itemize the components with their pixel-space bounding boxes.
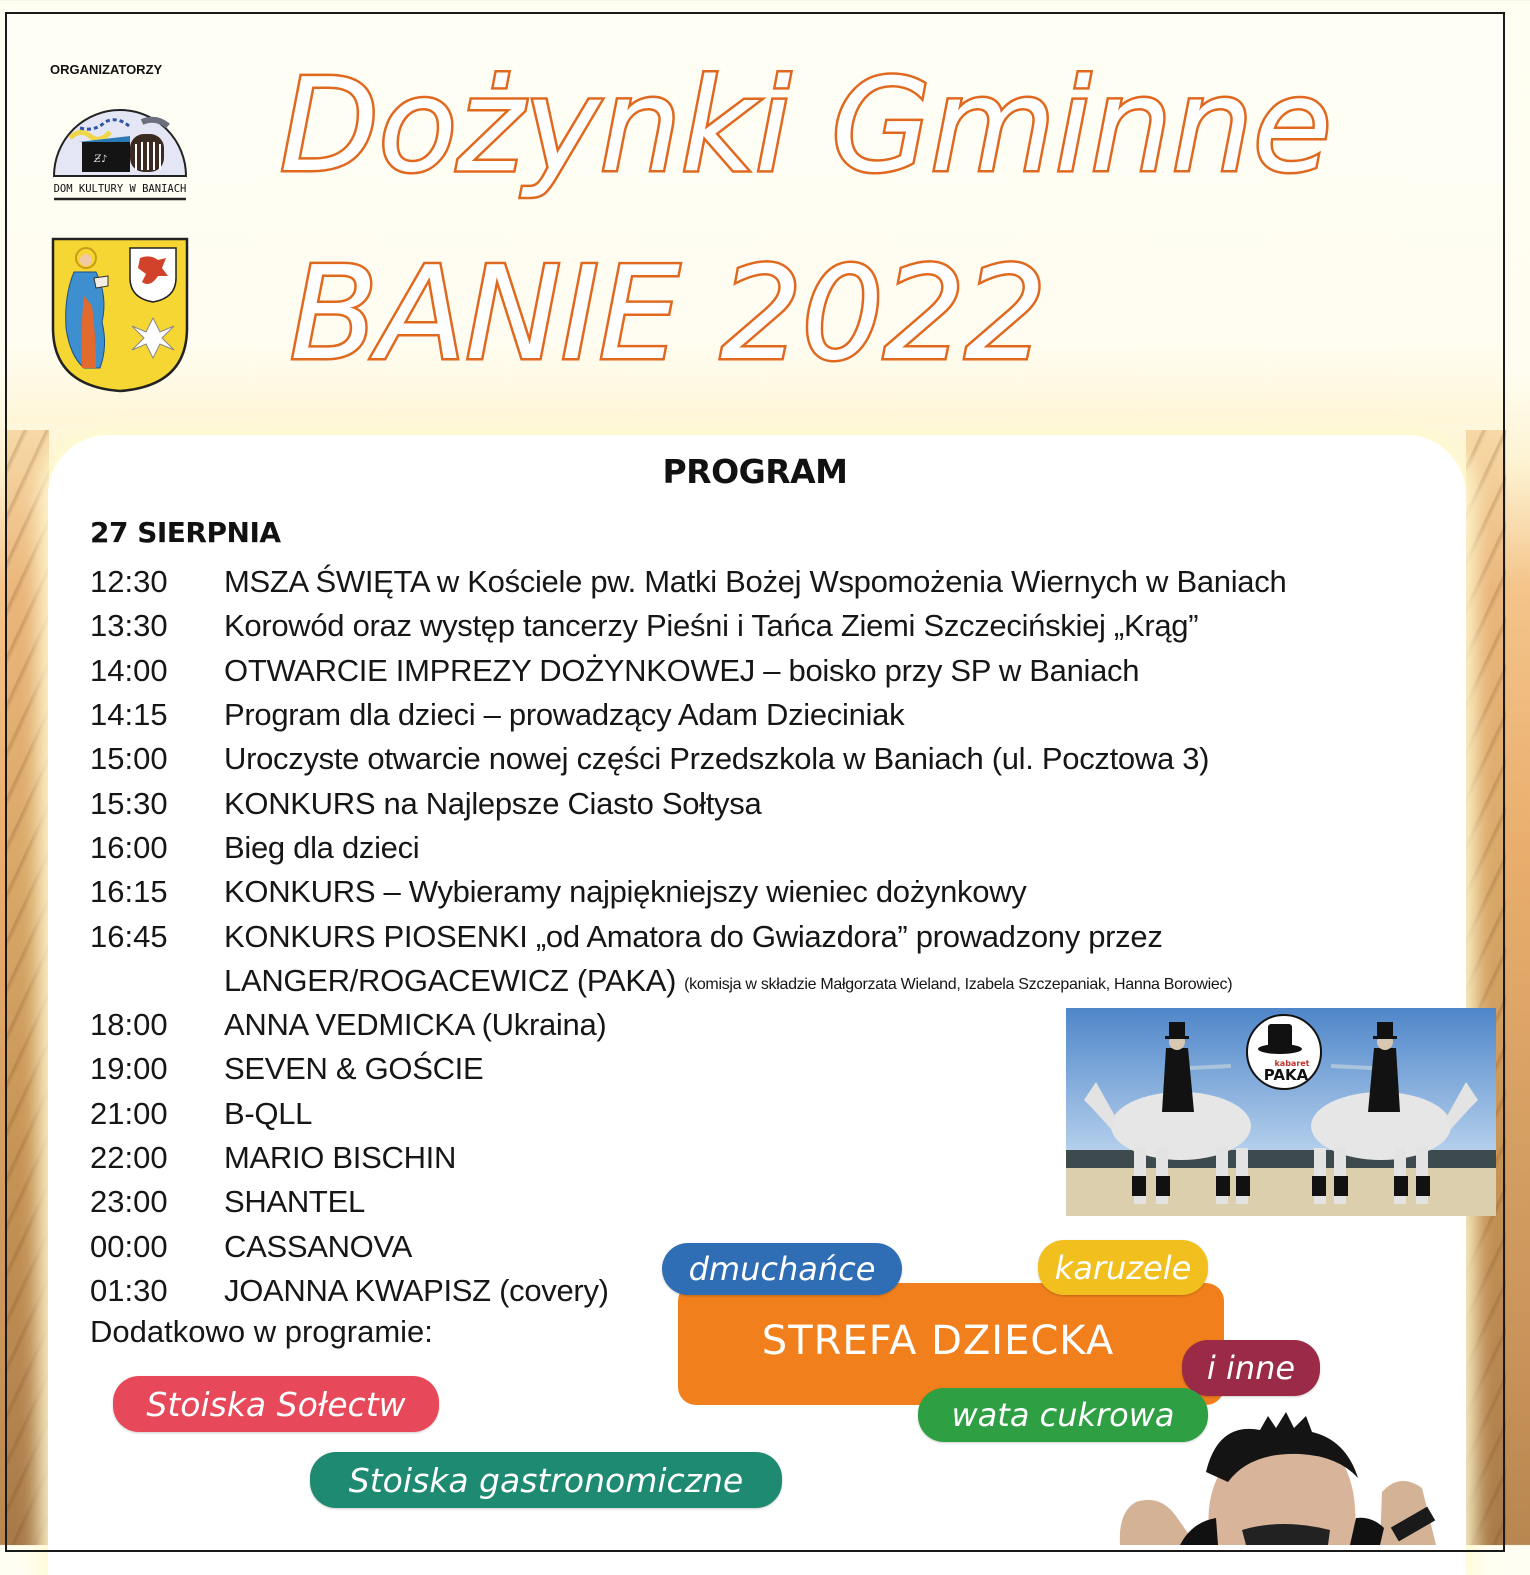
tag-i-inne: i inne bbox=[1182, 1340, 1320, 1396]
schedule-desc: ANNA VEDMICKA (Ukraina) bbox=[224, 1007, 607, 1043]
schedule-time: 18:00 bbox=[90, 1007, 168, 1043]
additional-program-label: Dodatkowo w programie: bbox=[90, 1314, 433, 1349]
schedule-time: 21:00 bbox=[90, 1095, 168, 1131]
schedule-desc: Uroczyste otwarcie nowej części Przedszkola w Baniach (ul. Pocztowa 3) bbox=[224, 741, 1210, 777]
schedule-desc: MARIO BISCHIN bbox=[224, 1140, 457, 1175]
kids-zone-title: STREFA DZIECKA bbox=[761, 1318, 1115, 1364]
schedule-time: 00:00 bbox=[90, 1228, 168, 1264]
stalls-villages-badge: Stoiska Sołectw bbox=[113, 1376, 439, 1432]
tag-wata-cukrowa: wata cukrowa bbox=[918, 1388, 1208, 1442]
schedule-time: 16:15 bbox=[90, 874, 168, 910]
schedule-desc: KONKURS PIOSENKI „od Amatora do Gwiazdora” prowadzony przez bbox=[224, 918, 1163, 954]
schedule-time: 15:00 bbox=[90, 741, 168, 777]
schedule-desc: Bieg dla dzieci bbox=[224, 829, 420, 865]
program-heading: PROGRAM bbox=[662, 452, 848, 491]
schedule-desc: SHANTEL bbox=[224, 1184, 365, 1220]
schedule-desc: KONKURS na Najlepsze Ciasto Sołtysa bbox=[224, 785, 762, 821]
schedule-desc: Korowód oraz występ tancerzy Pieśni i Tańca Ziemi Szczecińskiej „Krąg” bbox=[224, 608, 1199, 644]
schedule-time: 12:30 bbox=[90, 564, 168, 600]
schedule-time: 23:00 bbox=[90, 1184, 168, 1220]
tag-karuzele: karuzele bbox=[1038, 1240, 1208, 1295]
schedule-desc: SEVEN & GOŚCIE bbox=[224, 1051, 484, 1087]
schedule-desc: B-QLL bbox=[224, 1095, 313, 1131]
poster-frame bbox=[5, 12, 1505, 1552]
dom-kultury-logo-text: DOM KULTURY W BANIACH bbox=[53, 183, 187, 195]
jury-note: (komisja w składzie Małgorzata Wieland, Izabela Szczepaniak, Hanna Borowiec) bbox=[684, 975, 1233, 993]
title-line-1: Dożynki Gminne bbox=[280, 52, 1332, 201]
tag-dmuchance: dmuchańce bbox=[662, 1243, 902, 1295]
schedule-time: 15:30 bbox=[90, 785, 168, 821]
svg-text:Ƶ♪: Ƶ♪ bbox=[94, 154, 108, 165]
schedule-desc: CASSANOVA bbox=[224, 1228, 412, 1264]
paka-logo-small: kabaret bbox=[1274, 1059, 1310, 1068]
paka-logo-text: PAKA bbox=[1263, 1066, 1309, 1084]
schedule-desc-continuation: LANGER/ROGACEWICZ (PAKA) bbox=[224, 962, 677, 998]
schedule-desc: JOANNA KWAPISZ (covery) bbox=[224, 1272, 609, 1308]
schedule-time: 16:00 bbox=[90, 829, 168, 865]
stalls-food-badge: Stoiska gastronomiczne bbox=[310, 1452, 782, 1508]
schedule-desc: OTWARCIE IMPREZY DOŻYNKOWEJ – boisko przy SP w Baniach bbox=[224, 652, 1140, 688]
schedule-time: 14:00 bbox=[90, 652, 168, 688]
schedule-time: 22:00 bbox=[90, 1140, 168, 1175]
schedule-time: 16:45 bbox=[90, 918, 168, 954]
date-heading: 27 SIERPNIA bbox=[90, 516, 281, 549]
schedule-time: 01:30 bbox=[90, 1272, 168, 1308]
title-line-2: BANIE 2022 bbox=[290, 240, 1047, 389]
schedule-desc: Program dla dzieci – prowadzący Adam Dzieciniak bbox=[224, 697, 905, 733]
schedule-time: 13:30 bbox=[90, 608, 168, 644]
schedule-desc: MSZA ŚWIĘTA w Kościele pw. Matki Bożej Wspomożenia Wiernych w Baniach bbox=[224, 564, 1287, 600]
organizers-label: ORGANIZATORZY bbox=[50, 62, 163, 77]
schedule-time: 14:15 bbox=[90, 697, 168, 733]
schedule-desc: KONKURS – Wybieramy najpiękniejszy wieniec dożynkowy bbox=[224, 874, 1027, 910]
schedule-time: 19:00 bbox=[90, 1051, 168, 1087]
